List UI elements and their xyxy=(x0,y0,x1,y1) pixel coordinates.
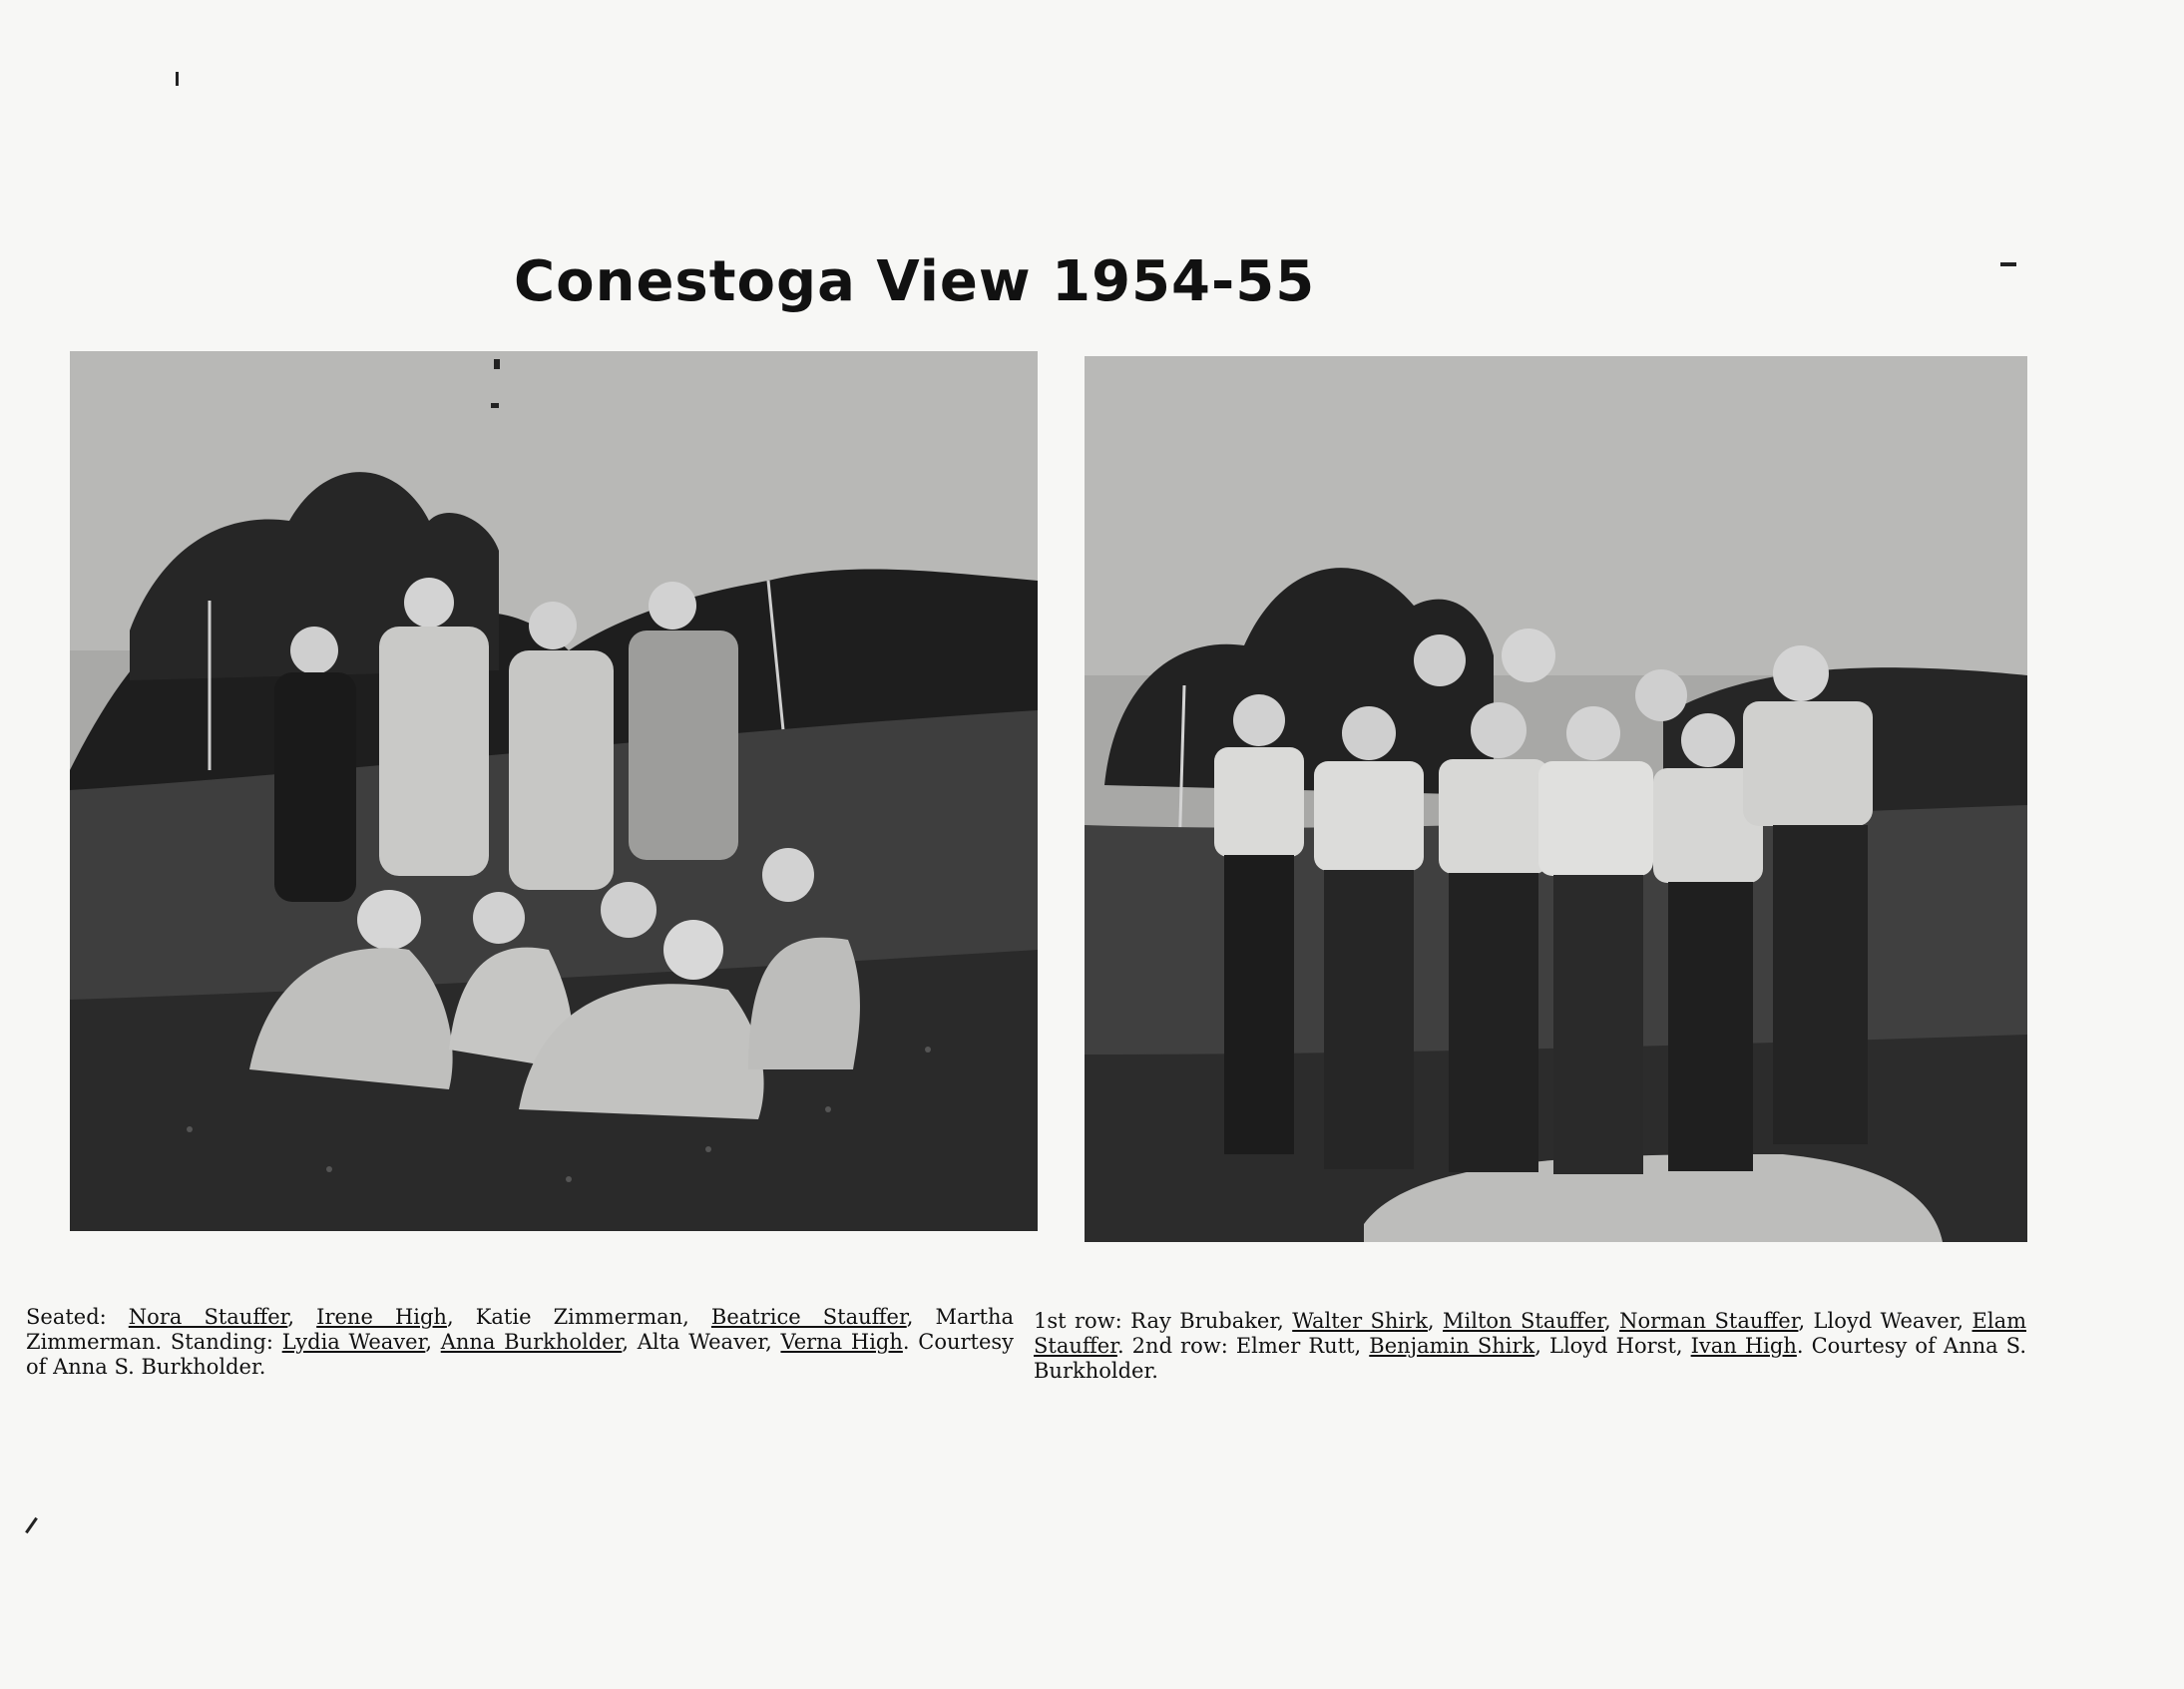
caption-name: Elam Stauffer xyxy=(1034,1309,2027,1358)
caption-text: , Lloyd Horst, xyxy=(1534,1334,1691,1358)
caption-text: . Courtesy of Anna S. Burkholder. xyxy=(26,1330,1015,1379)
photo-girls-group xyxy=(70,351,1038,1231)
caption-text: , Katie Zimmerman, xyxy=(446,1305,711,1329)
caption-name: Verna High xyxy=(780,1330,903,1354)
caption-name: Benjamin Shirk xyxy=(1369,1334,1535,1358)
page-title: Conestoga View 1954-55 xyxy=(514,249,1316,314)
scan-speck xyxy=(176,72,179,86)
caption-name: Walter Shirk xyxy=(1292,1309,1428,1333)
caption-text: , Alta Weaver, xyxy=(622,1330,781,1354)
scan-speck xyxy=(25,1517,38,1533)
caption-name: Nora Stauffer xyxy=(128,1305,288,1329)
caption-name: Anna Burkholder xyxy=(440,1330,623,1354)
caption-text: , Lloyd Weaver, xyxy=(1798,1309,1972,1333)
photo-boys-group xyxy=(1085,356,2027,1242)
caption-text: , xyxy=(1603,1309,1620,1333)
caption-name: Milton Stauffer xyxy=(1443,1309,1604,1333)
caption-name: Irene High xyxy=(316,1305,447,1329)
scan-speck xyxy=(494,359,500,369)
caption-text: , xyxy=(287,1305,317,1329)
scan-speck xyxy=(491,403,499,408)
caption-text: . Courtesy of Anna S. Burkholder. xyxy=(1034,1334,2026,1383)
caption-name: Beatrice Stauffer xyxy=(710,1305,907,1329)
caption-text: , xyxy=(1427,1309,1444,1333)
caption-name: Ivan High xyxy=(1690,1334,1797,1358)
caption-text: , xyxy=(425,1330,441,1354)
caption-name: Norman Stauffer xyxy=(1619,1309,1799,1333)
caption-boys-photo xyxy=(1034,1309,2026,1384)
caption-text: 1st row: Ray Brubaker, xyxy=(1034,1309,1293,1333)
caption-name: Lydia Weaver xyxy=(281,1330,426,1354)
scan-speck xyxy=(2000,262,2016,266)
caption-text: . 2nd row: Elmer Rutt, xyxy=(1116,1334,1370,1358)
caption-text: Seated: xyxy=(26,1305,129,1329)
caption-girls-photo xyxy=(26,1305,1014,1380)
caption-text: , Martha Zimmerman. Standing: xyxy=(26,1305,1014,1354)
